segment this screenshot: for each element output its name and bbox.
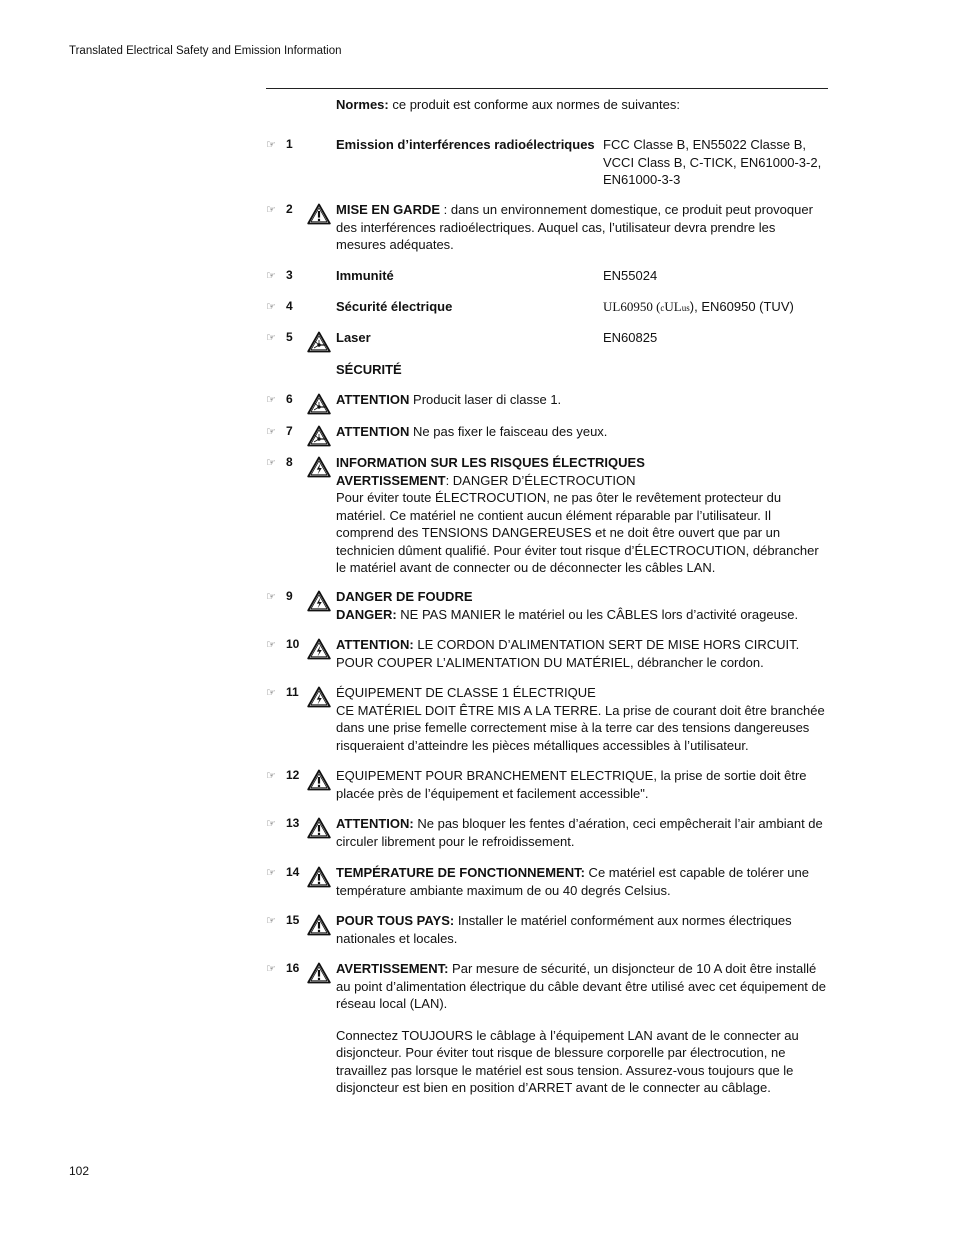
item-bold: ATTENTION <box>336 424 410 439</box>
warning-triangle-icon <box>307 866 331 888</box>
warning-triangle-icon <box>307 962 331 984</box>
list-item <box>266 912 828 960</box>
list-item <box>266 636 828 684</box>
hand-pointer-icon: ☞ <box>266 915 276 927</box>
hand-pointer-icon: ☞ <box>266 301 276 313</box>
list-item <box>266 391 828 423</box>
item-bold: ATTENTION: <box>336 816 414 831</box>
item-text: Producit laser di classe 1. <box>409 392 562 407</box>
list-item <box>266 267 828 298</box>
hand-pointer-icon: ☞ <box>266 332 276 344</box>
item-number: 1 <box>286 137 293 151</box>
laser-warning-icon <box>307 393 331 415</box>
item-bold: AVERTISSEMENT <box>336 472 446 488</box>
electric-warning-icon <box>307 686 331 708</box>
hand-pointer-icon: ☞ <box>266 867 276 879</box>
list-item <box>266 423 828 454</box>
hand-pointer-icon: ☞ <box>266 818 276 830</box>
item-bold: POUR TOUS PAYS: <box>336 913 455 928</box>
item-number: 12 <box>286 768 300 782</box>
item-number: 3 <box>286 268 293 282</box>
safety-list <box>266 96 828 1097</box>
item-heading: DANGER DE FOUDRE <box>336 589 473 604</box>
running-title: Translated Electrical Safety and Emission Information <box>69 45 342 57</box>
item-text: Ne pas bloquer les fentes d’aération, ceci empêcherait l’air ambiant de circuler librement pour le refroidissement. <box>336 816 823 849</box>
item-label: Laser <box>336 330 371 345</box>
list-item <box>266 329 828 391</box>
item-heading: INFORMATION SUR LES RISQUES ÉLECTRIQUES <box>336 455 645 470</box>
item-value: UL60950 (cULus), EN60950 (TUV) <box>603 299 794 314</box>
list-item <box>266 201 828 267</box>
item-bold: MISE EN GARDE <box>336 202 441 217</box>
item-bold: AVERTISSEMENT: <box>336 961 449 976</box>
hand-pointer-icon: ☞ <box>266 394 276 406</box>
item-text: Ne pas fixer le faisceau des yeux. <box>409 424 608 439</box>
item-number: 6 <box>286 392 293 406</box>
item-number: 14 <box>286 865 300 879</box>
item-label: Emission d’interférences radioélectriques <box>336 137 595 152</box>
list-item <box>266 960 828 1097</box>
warning-triangle-icon <box>307 203 331 225</box>
item-label: Immunité <box>336 268 394 283</box>
electric-warning-icon <box>307 590 331 612</box>
warning-triangle-icon <box>307 769 331 791</box>
list-item <box>266 684 828 767</box>
item-text: Par mesure de sécurité, un disjoncteur de 10 A doit être installé au point d’alimentation électrique du câble devant être utilisé avec cet équipement de réseau local (LAN). <box>336 961 826 1011</box>
item-number: 16 <box>286 961 300 975</box>
hand-pointer-icon: ☞ <box>266 426 276 438</box>
hand-pointer-icon: ☞ <box>266 687 276 699</box>
item-bold: DANGER: <box>336 606 397 622</box>
item-number: 4 <box>286 299 293 313</box>
warning-triangle-icon <box>307 817 331 839</box>
item-bold: ATTENTION <box>336 392 410 407</box>
hand-pointer-icon: ☞ <box>266 770 276 782</box>
item-number: 11 <box>286 685 299 699</box>
item-bold: TEMPÉRATURE DE FONCTIONNEMENT: <box>336 865 585 880</box>
hand-pointer-icon: ☞ <box>266 591 276 603</box>
item-text: NE PAS MANIER le matériel ou les CÂBLES lors d’activité orageuse. <box>396 606 799 622</box>
item-paragraph: Pour éviter toute ÉLECTROCUTION, ne pas ôter le revêtement protecteur du matériel. Ce matériel ne contient aucun élément réparable par l’utilisateur. Il comprend des TENSIONS DANGEREUSES et ne doit être ouvert que par un technicien dûment qualifié. Pour éviter tout risque d’ÉLECTROCUTION, débrancher le matériel avant de connecter ou de déconnecter les câbles LAN. <box>336 490 819 575</box>
list-item <box>266 136 828 201</box>
item-value: FCC Classe B, EN55022 Classe B, VCCI Class B, C-TICK, EN61000-3-2, EN61000-3-3 <box>603 137 822 187</box>
item-number: 2 <box>286 202 293 216</box>
item-text: EQUIPEMENT POUR BRANCHEMENT ELECTRIQUE, la prise de sortie doit être placée près de l’équipement et facilement accessible". <box>336 768 807 801</box>
section-label: SÉCURITÉ <box>336 361 402 377</box>
item-bold: ATTENTION: <box>336 637 414 652</box>
electric-warning-icon <box>307 456 331 478</box>
laser-warning-icon <box>307 425 331 447</box>
intro-row <box>266 96 828 136</box>
item-number: 5 <box>286 330 293 344</box>
item-number: 13 <box>286 816 300 830</box>
list-item <box>266 864 828 912</box>
list-item <box>266 298 828 329</box>
hand-pointer-icon: ☞ <box>266 457 276 469</box>
electric-warning-icon <box>307 638 331 660</box>
hand-pointer-icon: ☞ <box>266 270 276 282</box>
warning-triangle-icon <box>307 914 331 936</box>
item-text: LE CORDON D’ALIMENTATION SERT DE MISE HORS CIRCUIT. POUR COUPER L’ALIMENTATION DU MATÉRIEL, débrancher le cordon. <box>336 637 800 670</box>
item-text: Installer le matériel conformément aux normes électriques nationales et locales. <box>336 913 792 946</box>
item-number: 15 <box>286 913 300 927</box>
item-number: 7 <box>286 424 293 438</box>
hand-pointer-icon: ☞ <box>266 204 276 216</box>
item-text: : dans un environnement domestique, ce produit peut provoquer des interférences radioélectriques. Auquel cas, l’utilisateur devra prendre les mesures adéquates. <box>336 202 813 252</box>
item-number: 10 <box>286 637 300 651</box>
item-text: Ce matériel est capable de tolérer une température ambiante maximum de ou 40 degrés Celsius. <box>336 865 809 898</box>
item-label: Sécurité électrique <box>336 299 453 314</box>
hand-pointer-icon: ☞ <box>266 963 276 975</box>
list-item <box>266 454 828 588</box>
intro-label: Normes: <box>336 97 389 112</box>
list-item <box>266 815 828 864</box>
item-value: EN60825 <box>603 330 658 345</box>
page-number: 102 <box>69 1164 90 1178</box>
list-item <box>266 588 828 636</box>
item-heading: ÉQUIPEMENT DE CLASSE 1 ÉLECTRIQUE <box>336 685 596 700</box>
item-text: : DANGER D’ÉLECTROCUTION <box>445 472 636 488</box>
item-value: EN55024 <box>603 268 658 283</box>
list-item <box>266 767 828 815</box>
item-number: 8 <box>286 455 293 469</box>
item-paragraph: Connectez TOUJOURS le câblage à l’équipement LAN avant de le connecter au disjoncteur. Pour éviter tout risque de blessure corporelle par électrocution, ne travaillez pas lorsque le matériel est sous tension. Assurez-vous toujours que le disjoncteur est bien en position d’ARRET avant de le connecter au câblage. <box>336 1027 799 1095</box>
hand-pointer-icon: ☞ <box>266 139 276 151</box>
item-paragraph: CE MATÉRIEL DOIT ÊTRE MIS A LA TERRE. La prise de courant doit être branchée dans une prise femelle correctement mise à la terre car des tensions dangereuses risqueraient d’atteindre les pièces métalliques accessibles à l’utilisateur. <box>336 702 825 753</box>
header-rule <box>266 88 828 89</box>
intro-text: ce produit est conforme aux normes de suivantes: <box>388 97 680 112</box>
laser-warning-icon <box>307 331 331 353</box>
hand-pointer-icon: ☞ <box>266 639 276 651</box>
item-number: 9 <box>286 589 293 603</box>
